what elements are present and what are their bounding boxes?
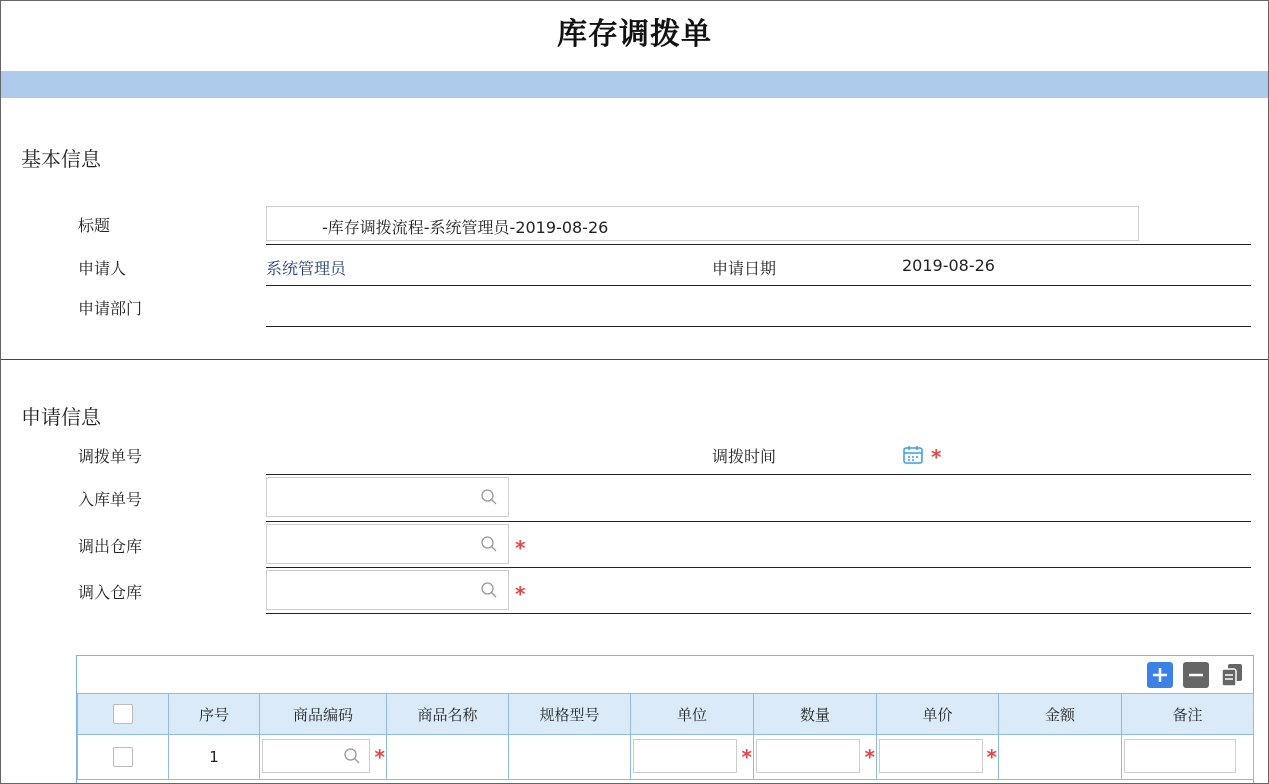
table-header-row bbox=[78, 694, 1254, 735]
row-select-cell[interactable] bbox=[78, 735, 169, 780]
in-warehouse-input[interactable] bbox=[266, 570, 509, 610]
product-name-cell bbox=[387, 735, 509, 780]
section-divider bbox=[1, 359, 1268, 360]
unit-input[interactable] bbox=[633, 739, 737, 773]
amount-cell bbox=[999, 735, 1122, 780]
column-header: 备注 bbox=[1122, 694, 1254, 735]
required-mark: * bbox=[515, 536, 526, 560]
applicant-label: 申请人 bbox=[78, 259, 127, 278]
title-input-value: -库存调拨流程-系统管理员-2019-08-26 bbox=[322, 218, 609, 237]
column-header: 商品编码 bbox=[260, 694, 387, 735]
apply-date-label: 申请日期 bbox=[712, 259, 777, 278]
title-label: 标题 bbox=[78, 216, 111, 235]
required-mark: * bbox=[515, 582, 526, 606]
section-apply-heading: 申请信息 bbox=[21, 405, 101, 429]
quantity-cell bbox=[754, 735, 877, 780]
dept-label: 申请部门 bbox=[78, 299, 143, 318]
spec-cell bbox=[509, 735, 631, 780]
applicant-value[interactable]: 系统管理员 bbox=[266, 259, 347, 278]
required-mark: * bbox=[864, 745, 875, 769]
header-select-all[interactable] bbox=[78, 694, 169, 735]
search-icon[interactable] bbox=[480, 581, 498, 599]
page-title: 库存调拨单 bbox=[557, 17, 712, 52]
column-header: 单位 bbox=[631, 694, 754, 735]
inbound-no-input[interactable] bbox=[266, 477, 509, 517]
unit-price-input[interactable] bbox=[879, 739, 983, 773]
transfer-no-label: 调拨单号 bbox=[78, 447, 143, 466]
title-input[interactable] bbox=[266, 206, 1139, 241]
column-header: 金额 bbox=[999, 694, 1122, 735]
required-mark: * bbox=[986, 745, 997, 769]
divider bbox=[266, 613, 1251, 614]
search-icon[interactable] bbox=[480, 488, 498, 506]
column-header: 规格型号 bbox=[509, 694, 631, 735]
unit-price-cell bbox=[877, 735, 999, 780]
product-code-input[interactable] bbox=[262, 739, 370, 773]
table-toolbar bbox=[1147, 661, 1245, 689]
remove-row-icon bbox=[1183, 662, 1209, 688]
column-header: 单价 bbox=[877, 694, 999, 735]
required-mark: * bbox=[741, 745, 752, 769]
apply-date-value: 2019-08-26 bbox=[902, 256, 995, 275]
table-row bbox=[78, 735, 1254, 780]
detail-table-panel bbox=[76, 655, 1254, 784]
remark-input[interactable] bbox=[1124, 739, 1236, 773]
out-warehouse-input[interactable] bbox=[266, 524, 509, 564]
remark-cell bbox=[1122, 735, 1254, 780]
seq-cell: 1 bbox=[169, 735, 260, 780]
column-header: 商品名称 bbox=[387, 694, 509, 735]
out-warehouse-label: 调出仓库 bbox=[78, 537, 143, 556]
remove-row-button[interactable] bbox=[1183, 662, 1209, 688]
divider bbox=[266, 521, 1251, 522]
quantity-input[interactable] bbox=[756, 739, 860, 773]
divider bbox=[266, 285, 1251, 286]
divider bbox=[266, 326, 1251, 327]
divider bbox=[266, 567, 1251, 568]
required-mark: * bbox=[931, 445, 942, 469]
divider bbox=[266, 244, 1251, 245]
inbound-no-label: 入库单号 bbox=[78, 490, 143, 509]
search-icon[interactable] bbox=[343, 747, 361, 765]
copy-row-button[interactable] bbox=[1219, 662, 1245, 688]
unit-cell bbox=[631, 735, 754, 780]
calendar-icon[interactable] bbox=[902, 444, 924, 466]
required-mark: * bbox=[374, 745, 385, 769]
product-code-cell bbox=[260, 735, 387, 780]
section-basic-heading: 基本信息 bbox=[21, 147, 101, 171]
transfer-time-label: 调拨时间 bbox=[712, 447, 777, 466]
add-row-button[interactable] bbox=[1147, 662, 1173, 688]
search-icon[interactable] bbox=[480, 535, 498, 553]
divider bbox=[266, 474, 1251, 475]
row-checkbox[interactable] bbox=[113, 747, 133, 767]
column-header: 序号 bbox=[169, 694, 260, 735]
copy-row-icon bbox=[1219, 662, 1245, 688]
header-bar bbox=[1, 71, 1268, 98]
detail-table bbox=[77, 693, 1254, 780]
select-all-checkbox[interactable] bbox=[113, 704, 133, 724]
add-row-icon bbox=[1147, 662, 1173, 688]
in-warehouse-label: 调入仓库 bbox=[78, 583, 143, 602]
column-header: 数量 bbox=[754, 694, 877, 735]
